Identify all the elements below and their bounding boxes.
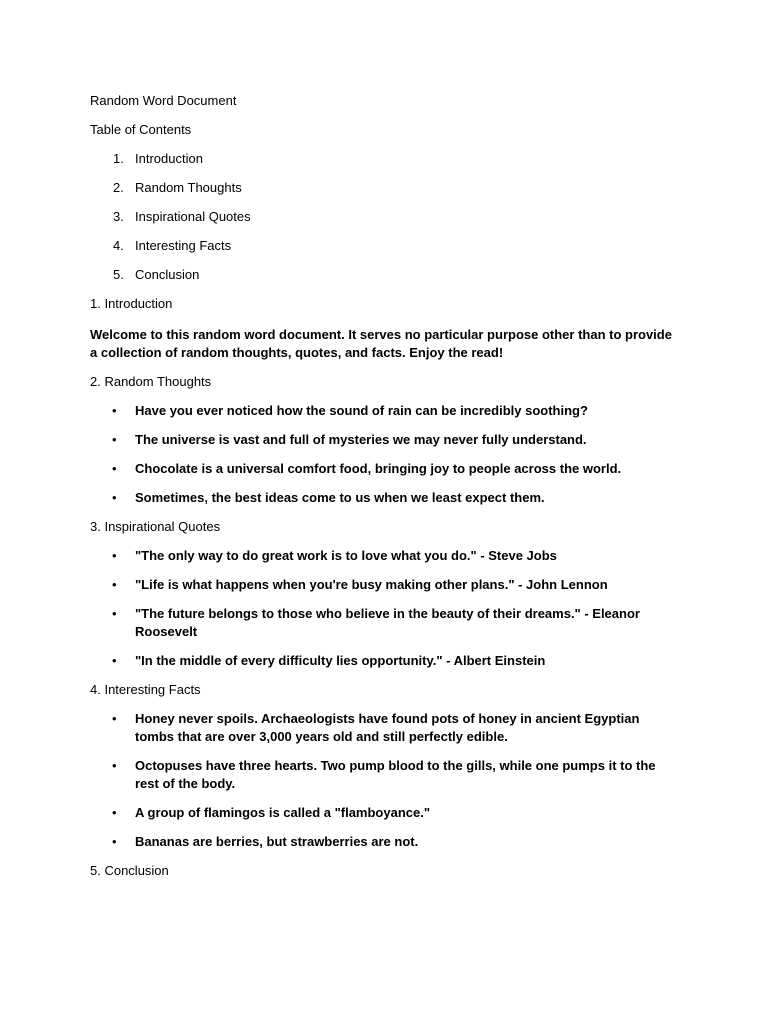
bullet-icon: • (112, 577, 117, 592)
list-item (90, 460, 680, 478)
list-item-text: Sometimes, the best ideas come to us when we least expect them. (135, 490, 545, 505)
list-item (90, 652, 680, 670)
bullet-icon: • (112, 606, 117, 621)
toc-label: Inspirational Quotes (135, 209, 251, 224)
section-heading-conclusion: 5. Conclusion (90, 863, 169, 878)
toc-item-interesting-facts (90, 237, 680, 255)
bullet-icon: • (112, 711, 117, 726)
bullet-icon: • (112, 432, 117, 447)
toc-label: Interesting Facts (135, 238, 232, 253)
table-of-contents (90, 150, 680, 284)
list-item-text: Honey never spoils. Archaeologists have found pots of honey in ancient Egyptian tombs that are over 3,000 years old and still perfectly edible. (135, 711, 640, 744)
list-item-text: Have you ever noticed how the sound of rain can be incredibly soothing? (135, 403, 588, 418)
list-item (90, 804, 680, 822)
section-heading-introduction: 1. Introduction (90, 296, 173, 311)
list-item-text: "The future belongs to those who believe in the beauty of their dreams." - Eleanor Roosevelt (135, 606, 640, 639)
toc-number: 2. (113, 180, 124, 195)
bullet-icon: • (112, 548, 117, 563)
bullet-icon: • (112, 461, 117, 476)
toc-number: 3. (113, 209, 124, 224)
list-item-text: Chocolate is a universal comfort food, bringing joy to people across the world. (135, 461, 622, 476)
bullet-icon: • (112, 758, 117, 773)
list-item (90, 576, 680, 594)
facts-list (90, 710, 680, 851)
list-item (90, 489, 680, 507)
toc-label: Introduction (135, 151, 203, 166)
document-title: Random Word Document (90, 93, 237, 108)
toc-number: 4. (113, 238, 124, 253)
section-heading-quotes: 3. Inspirational Quotes (90, 519, 221, 534)
toc-label: Conclusion (135, 267, 200, 282)
toc-item-inspirational-quotes (90, 208, 680, 226)
toc-item-introduction (90, 150, 680, 168)
list-item-text: The universe is vast and full of mysteries we may never fully understand. (135, 432, 587, 447)
toc-number: 1. (113, 151, 124, 166)
bullet-icon: • (112, 490, 117, 505)
list-item (90, 833, 680, 851)
section-heading-random-thoughts: 2. Random Thoughts (90, 374, 212, 389)
bullet-icon: • (112, 834, 117, 849)
toc-item-random-thoughts (90, 179, 680, 197)
document-page (90, 92, 680, 891)
random-thoughts-list (90, 402, 680, 507)
list-item (90, 402, 680, 420)
list-item-text: "The only way to do great work is to love what you do." - Steve Jobs (135, 548, 557, 563)
list-item-text: Bananas are berries, but strawberries are not. (135, 834, 419, 849)
toc-heading: Table of Contents (90, 122, 192, 137)
bullet-icon: • (112, 805, 117, 820)
list-item-text: "In the middle of every difficulty lies opportunity." - Albert Einstein (135, 653, 546, 668)
bullet-icon: • (112, 653, 117, 668)
introduction-paragraph: Welcome to this random word document. It serves no particular purpose other than to provide a collection of random thoughts, quotes, and facts. Enjoy the read! (90, 327, 672, 360)
list-item (90, 547, 680, 565)
bullet-icon: • (112, 403, 117, 418)
toc-number: 5. (113, 267, 124, 282)
toc-label: Random Thoughts (135, 180, 242, 195)
quotes-list (90, 547, 680, 670)
list-item (90, 431, 680, 449)
list-item (90, 605, 680, 641)
list-item (90, 710, 680, 746)
list-item-text: Octopuses have three hearts. Two pump blood to the gills, while one pumps it to the rest of the body. (135, 758, 656, 791)
list-item-text: "Life is what happens when you're busy making other plans." - John Lennon (135, 577, 608, 592)
section-heading-facts: 4. Interesting Facts (90, 682, 201, 697)
list-item (90, 757, 680, 793)
list-item-text: A group of flamingos is called a "flamboyance." (135, 805, 431, 820)
toc-item-conclusion (90, 266, 680, 284)
